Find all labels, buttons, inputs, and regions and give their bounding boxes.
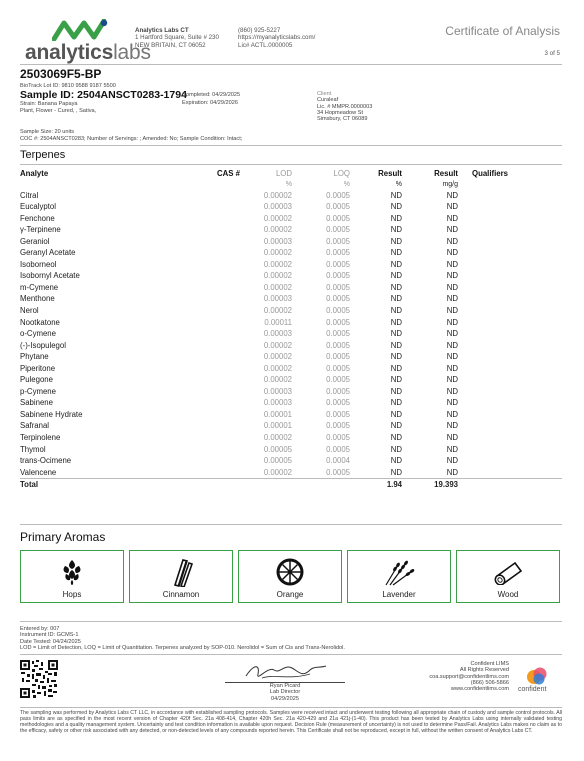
terpenes-section-title: Terpenes [20,149,66,161]
company-phone: (860) 925-5227 [238,27,281,34]
qualifiers [458,201,562,213]
client-label: Client [317,91,332,97]
aroma-card-wood [456,550,560,603]
client-info [317,91,372,122]
sample-size: Sample Size: 20 units [20,129,75,135]
confident-phone: (866) 506-5866 [470,679,509,686]
result-pct: ND [390,271,402,281]
analyte-name: m-Cymene [20,282,59,292]
qualifiers [458,467,562,479]
aroma-label-hops: Hops [62,590,82,599]
result-mg: ND [446,271,458,281]
loq-value: 0.0005 [326,421,350,431]
loq-value: 0.0004 [326,456,350,466]
qualifiers [458,409,562,421]
result-pct: ND [390,409,402,419]
expiration-date: Expiration: 04/29/2026 [182,100,238,106]
lod-value: 0.00002 [263,190,292,200]
cas-number [190,190,240,202]
lavender-icon [382,557,416,587]
analyte-name: Piperitone [20,363,56,373]
table-row [20,467,562,479]
lod-value: 0.00003 [263,398,292,408]
analyte-name: γ-Terpinene [20,225,61,235]
result-pct: ND [390,259,402,269]
analyte-name: Fenchone [20,213,55,223]
table-row [20,224,562,236]
qualifiers [458,224,562,236]
table-header-row [20,168,562,180]
analyte-name: trans-Ocimene [20,456,72,466]
confident-rights: All Rights Reserved [459,667,509,674]
result-mg: ND [446,375,458,385]
cas-number [190,236,240,248]
analyte-name: Sabinene Hydrate [20,409,83,419]
result-pct: ND [390,190,402,200]
table-row [20,317,562,329]
analyte-name: Safranal [20,421,50,431]
table-row [20,386,562,398]
lod-value: 0.00002 [263,375,292,385]
cas-number [190,455,240,467]
result-pct: ND [390,294,402,304]
lod-value: 0.00003 [263,386,292,396]
signer-info [225,683,345,702]
cas-number [190,363,240,375]
result-pct: ND [390,340,402,350]
aroma-card-lavender [347,550,451,603]
col-result-mg: Result [434,169,458,178]
col-cas: CAS # [217,169,240,178]
page-number: 3 of 5 [544,50,560,57]
analyte-name: (-)-Isopulegol [20,340,66,350]
method-notes: LOD = Limit of Detection, LOQ = Limit of Quantitation. Terpenes analyzed by SOP-010. Nerolidol = Sum of Cis and Trans-Nerolidol. [20,644,345,651]
result-pct: ND [390,225,402,235]
result-mg: ND [446,236,458,246]
company-license: Lic# ACTL.0000005 [238,41,293,49]
col-result-pct: Result [378,169,402,178]
qualifiers [458,455,562,467]
analyte-name: Valencene [20,467,57,477]
qualifiers [458,328,562,340]
loq-value: 0.0005 [326,409,350,419]
footer-test-info [20,626,345,651]
confident-email[interactable]: coa.support@confidentlims.com [429,673,509,680]
analyte-name: Phytane [20,352,49,362]
aroma-card-cinnamon [129,550,233,603]
document-title: Certificate of Analysis [445,24,560,38]
client-license: Lic. # MMPR.0000003 [317,103,373,110]
col-loq: LOQ [333,169,350,178]
completed-date: Completed: 04/29/2025 [182,92,241,98]
aromas-section-title: Primary Aromas [20,530,106,544]
table-row [20,213,562,225]
loq-value: 0.0005 [326,467,350,477]
client-city: Simsbury, CT 06089 [317,116,368,123]
wood-icon [491,559,525,585]
cas-number [190,397,240,409]
lod-value: 0.00003 [263,202,292,212]
qualifiers [458,282,562,294]
loq-value: 0.0005 [326,444,350,454]
table-row [20,455,562,467]
col-lod: LOD [275,169,292,178]
cas-number [190,213,240,225]
result-mg: ND [446,259,458,269]
company-website[interactable]: https://myanalyticslabs.com/ [238,34,316,42]
signer-name: Ryan Picard [269,683,301,689]
aroma-label-lavender: Lavender [382,590,416,599]
table-row [20,293,562,305]
result-mg: ND [446,294,458,304]
result-pct: ND [390,456,402,466]
total-loq [292,479,350,491]
sample-id: Sample ID: 2504ANSCT0283-1794 [20,89,187,101]
result-pct: ND [390,444,402,454]
confident-lims-info [429,661,509,692]
result-pct: ND [390,363,402,373]
qualifiers [458,259,562,271]
qualifiers [458,317,562,329]
analyte-name: Isobornyl Acetate [20,271,80,281]
analyte-name: Geraniol [20,236,50,246]
aroma-label-wood: Wood [497,590,519,599]
result-pct: ND [390,433,402,443]
lod-value: 0.00011 [264,317,292,327]
signer-title: Lab Director [269,689,301,696]
result-mg: ND [446,421,458,431]
lod-value: 0.00005 [263,456,292,466]
cas-number [190,351,240,363]
result-pct: ND [390,306,402,316]
result-pct: ND [390,236,402,246]
cas-number [190,270,240,282]
cas-number [190,444,240,456]
col-analyte: Analyte [20,169,49,178]
loq-value: 0.0005 [326,190,350,200]
batch-id: 2503069F5-BP [20,67,102,81]
result-pct: ND [390,248,402,258]
analyte-name: o-Cymene [20,329,56,339]
lod-value: 0.00002 [263,259,292,269]
result-pct: ND [390,375,402,385]
disclaimer: The sampling was performed by Analytics Labs CT LLC, in accordance with established sampling protocols. Samples were received intact and underwent testing following all appropriate chain of custody and sample control protocols. All pass limits are as specified in the most recent version of Chapter 420f Sec. 21a 408-414, Chapter 420h Sec. 21a 420-429 and 21a 421j-(1-40). This product has been tested by Analytics Labs using internally validated testing methodologies and a quality management system. Uncertainty and test condition information is available upon request. Decision Rule (measurement of uncertainty) is not used to determine Pass/Fail. Analytics Labs makes no claim as to the efficacy, safety or other risk associated with any detected, or non-detected levels of any compounds reported herein. This Certificate shall not be reproduced, except in full, without the written consent of Analytics Labs CT. [20,710,562,734]
lod-value: 0.00002 [263,213,292,223]
client-name: Curaleaf [317,97,339,104]
lod-value: 0.00003 [263,329,292,339]
loq-value: 0.0005 [326,225,350,235]
result-pct: ND [390,282,402,292]
analyte-name: Sabinene [20,398,53,408]
unit-result-mg: mg/g [442,180,458,188]
qualifiers [458,247,562,259]
qualifiers [458,305,562,317]
table-row [20,351,562,363]
lod-value: 0.00002 [263,340,292,350]
unit-loq: % [343,180,350,188]
cas-number [190,420,240,432]
table-row [20,247,562,259]
total-label: Total [20,479,190,491]
signature [240,660,330,684]
result-pct: ND [390,329,402,339]
loq-value: 0.0005 [326,386,350,396]
qualifiers [458,340,562,352]
qualifiers [458,190,562,202]
lod-value: 0.00003 [263,294,292,304]
qr-code[interactable] [20,660,58,698]
qualifiers [458,374,562,386]
result-mg: ND [446,317,458,327]
analyte-name: Isoborneol [20,259,57,269]
result-pct: ND [390,386,402,396]
loq-value: 0.0005 [326,213,350,223]
table-row [20,420,562,432]
aroma-label-cinnamon: Cinnamon [162,590,200,599]
table-row [20,259,562,271]
col-qualifiers: Qualifiers [472,169,508,178]
cas-number [190,432,240,444]
result-mg: ND [446,467,458,477]
table-row [20,305,562,317]
loq-value: 0.0005 [326,433,350,443]
qualifiers [458,351,562,363]
cas-number [190,224,240,236]
result-pct: ND [390,213,402,223]
loq-value: 0.0005 [326,202,350,212]
unit-lod: % [285,180,292,188]
analyte-name: Nerol [20,306,39,316]
qualifiers [458,270,562,282]
analyte-name: Thymol [20,444,46,454]
result-mg: ND [446,225,458,235]
qualifiers [458,213,562,225]
aroma-card-orange [238,550,342,603]
result-mg: ND [446,409,458,419]
loq-value: 0.0005 [326,340,350,350]
result-mg: ND [446,202,458,212]
units-row [20,180,562,190]
cas-number [190,317,240,329]
loq-value: 0.0005 [326,282,350,292]
loq-value: 0.0005 [326,248,350,258]
loq-value: 0.0005 [326,398,350,408]
result-pct: ND [390,317,402,327]
loq-value: 0.0005 [326,271,350,281]
lod-value: 0.00001 [263,409,292,419]
lod-value: 0.00005 [263,444,292,454]
result-mg: ND [446,329,458,339]
lod-value: 0.00002 [263,352,292,362]
company-address: 1 Hartford Square, Suite # 230 [135,34,219,42]
table-row [20,397,562,409]
result-pct: ND [390,352,402,362]
company-info [135,27,219,49]
sample-matrix: Plant, Flower - Cured, , Sativa, [20,108,97,114]
instrument-id: Instrument ID: GCMS-1 [20,632,79,639]
analyte-name: Terpinolene [20,433,61,443]
table-row [20,363,562,375]
table-row [20,432,562,444]
analyte-name: Eucalyptol [20,202,56,212]
table-row [20,270,562,282]
logo-text-bold: analytics [25,41,114,64]
table-row [20,282,562,294]
client-street: 34 Hopmeadow St [317,109,364,116]
analyte-name: Geranyl Acetate [20,248,76,258]
analyte-name: Menthone [20,294,55,304]
lod-value: 0.00001 [263,421,292,431]
logo-text-light: labs [113,41,151,64]
table-row [20,374,562,386]
cinnamon-icon [168,557,194,587]
cas-number [190,386,240,398]
result-mg: ND [446,306,458,316]
aroma-label-orange: Orange [276,590,304,599]
lod-value: 0.00002 [263,467,292,477]
cas-number [190,409,240,421]
confident-wordmark: confident [518,686,547,693]
qualifiers [458,386,562,398]
qualifiers [458,432,562,444]
qualifiers [458,293,562,305]
loq-value: 0.0005 [326,363,350,373]
total-qualifiers [458,479,562,491]
lod-value: 0.00002 [263,282,292,292]
company-city: NEW BRITAIN, CT 06052 [135,41,206,49]
loq-value: 0.0005 [326,259,350,269]
confident-website[interactable]: www.confidentlims.com [450,686,509,693]
analyte-name: Nootkatone [20,317,60,327]
qualifiers [458,420,562,432]
loq-value: 0.0005 [326,352,350,362]
logo-wordmark [25,41,151,65]
biotrack-lot-id: BioTrack Lot ID: 9810 9588 9187 5500 [20,83,116,89]
orange-icon [275,557,305,587]
lod-value: 0.00002 [263,363,292,373]
cas-number [190,293,240,305]
unit-result-pct: % [395,180,402,188]
qualifiers [458,397,562,409]
logo-mark-icon [52,19,112,41]
qualifiers [458,444,562,456]
result-mg: ND [446,213,458,223]
lod-value: 0.00002 [263,248,292,258]
confident-logo-icon [526,666,548,686]
table-row [20,190,562,202]
cas-number [190,374,240,386]
qualifiers [458,236,562,248]
cas-number [190,328,240,340]
hops-icon [59,558,85,586]
analyte-name: Citral [20,190,39,200]
lod-value: 0.00002 [263,271,292,281]
analyte-name: p-Cymene [20,386,56,396]
result-mg: ND [446,352,458,362]
total-lod [240,479,292,491]
entered-by: Entered by: 007 [20,626,60,632]
qualifiers [458,363,562,375]
table-row [20,328,562,340]
confident-title: Confident LIMS [470,661,509,667]
result-mg: ND [446,248,458,258]
table-row [20,201,562,213]
company-contact [238,27,315,49]
cas-number [190,467,240,479]
company-logo [25,19,151,64]
result-mg: ND [446,444,458,454]
loq-value: 0.0005 [326,317,350,327]
result-pct: ND [390,421,402,431]
loq-value: 0.0005 [326,375,350,385]
loq-value: 0.0005 [326,236,350,246]
cas-number [190,201,240,213]
result-pct: ND [390,467,402,477]
cas-number [190,305,240,317]
total-result-mg: 19.393 [402,479,458,491]
result-mg: ND [446,340,458,350]
table-row [20,409,562,421]
lod-value: 0.00002 [263,433,292,443]
cas-number [190,259,240,271]
analyte-name: Pulegone [20,375,53,385]
date-tested: Date Tested: 04/24/2025 [20,638,81,645]
table-row [20,340,562,352]
table-row [20,236,562,248]
loq-value: 0.0005 [326,306,350,316]
loq-value: 0.0005 [326,294,350,304]
total-row [20,479,562,491]
total-result-pct: 1.94 [350,479,402,491]
sign-date: 04/29/2025 [271,695,299,702]
cas-number [190,247,240,259]
result-mg: ND [446,433,458,443]
lod-value: 0.00003 [263,236,292,246]
lod-value: 0.00002 [263,225,292,235]
coc-info: COC #: 2504ANSCT0283; Number of Servings: ; Amended: No; Sample Condition: Intact; [20,136,243,142]
result-mg: ND [446,398,458,408]
strain: Strain: Banana Papaya [20,101,78,107]
result-pct: ND [390,398,402,408]
company-name: Analytics Labs CT [135,27,189,34]
cas-number [190,282,240,294]
result-mg: ND [446,363,458,373]
aroma-card-hops [20,550,124,603]
loq-value: 0.0005 [326,329,350,339]
result-mg: ND [446,386,458,396]
table-row [20,444,562,456]
lod-value: 0.00002 [263,306,292,316]
result-mg: ND [446,456,458,466]
terpenes-table [20,168,562,491]
result-mg: ND [446,282,458,292]
result-pct: ND [390,202,402,212]
result-mg: ND [446,190,458,200]
cas-number [190,340,240,352]
total-cas [190,479,240,491]
